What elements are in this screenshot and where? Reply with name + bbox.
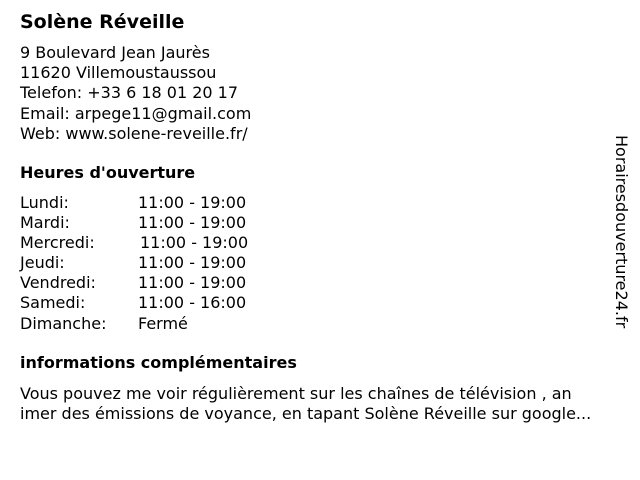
site-watermark: Horairesdouverture24.fr [612,135,631,329]
email-address: Email: arpege11@gmail.com [20,103,252,123]
info-line: Vous pouvez me voir régulièrement sur les chaînes de télévision , an [20,384,572,403]
time-value: 11:00 - 19:00 [138,193,247,212]
postal-city: 11620 Villemoustaussou [20,63,217,83]
hours-row-friday [20,273,248,293]
hours-heading: Heures d'ouverture [20,163,196,182]
day-label: Jeudi: [20,253,65,273]
time-value: 11:00 - 16:00 [138,293,247,313]
hours-row-monday [20,193,248,213]
day-label: Mercredi: [20,233,95,253]
time-value: 11:00 - 19:00 [138,213,247,233]
hours-table [20,193,248,334]
time-value: Fermé [138,313,188,333]
time-value: 11:00 - 19:00 [138,253,247,273]
time-value: 11:00 - 19:00 [138,273,247,293]
website-url: Web: www.solene-reveille.fr/ [20,123,248,143]
hours-row-thursday [20,253,248,273]
day-label: Mardi: [20,213,70,233]
day-label: Dimanche: [20,313,107,333]
info-description [20,384,632,424]
day-label: Lundi: [20,193,69,212]
info-heading: informations complémentaires [20,353,297,372]
street-address: 9 Boulevard Jean Jaurès [20,43,210,62]
hours-row-tuesday [20,213,248,233]
hours-row-wednesday [20,233,248,253]
time-value: 11:00 - 19:00 [140,233,249,253]
hours-row-saturday [20,293,248,313]
day-label: Vendredi: [20,273,96,293]
phone-number: Telefon: +33 6 18 01 20 17 [20,83,239,103]
contact-block [20,43,251,144]
hours-row-sunday [20,314,248,334]
day-label: Samedi: [20,293,86,313]
info-line: imer des émissions de voyance, en tapant Solène Réveille sur google... [20,404,592,423]
business-name: Solène Réveille [20,11,185,33]
